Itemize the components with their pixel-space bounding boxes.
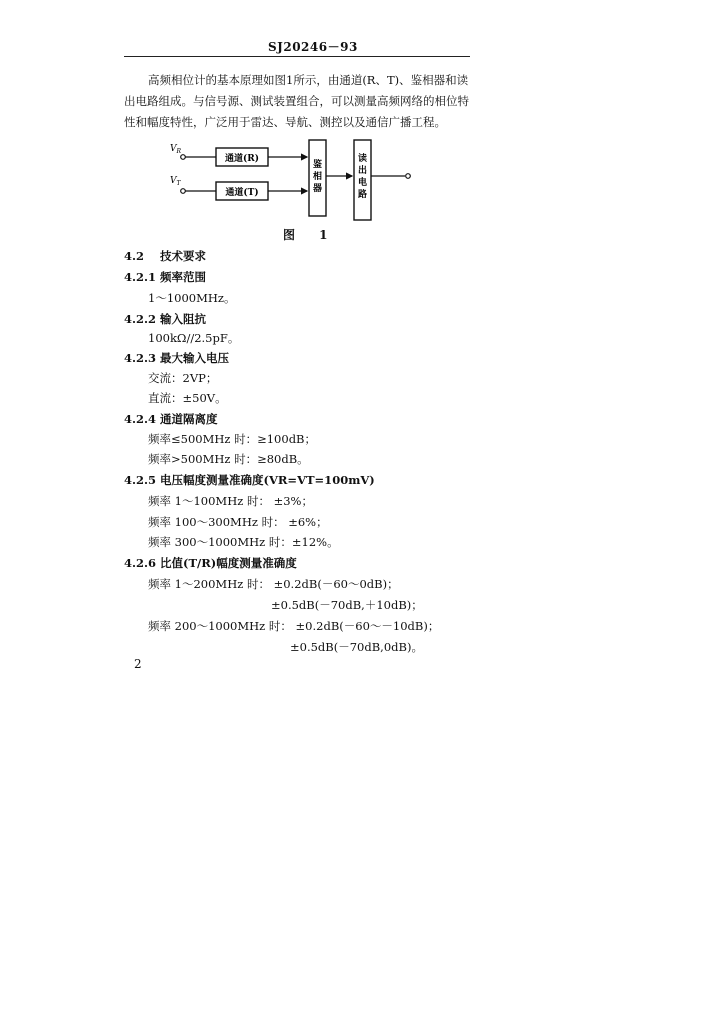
section-heading: 4.2.6 比值(T/R)幅度测量准确度 — [124, 556, 297, 570]
section-text: 频率 200～1000MHz 时： ±0.2dB(－60～－10dB)； — [148, 619, 440, 633]
section-heading: 4.2.3 最大输入电压 — [124, 351, 230, 365]
svg-text:鉴: 鉴 — [312, 160, 323, 170]
svg-text:出: 出 — [357, 166, 368, 176]
section-text: 100kΩ//2.5pF。 — [148, 331, 240, 345]
svg-text:器: 器 — [312, 184, 323, 194]
svg-text:相: 相 — [312, 172, 323, 182]
vr-label: $V_R$ — [170, 144, 182, 155]
section-text: ±0.5dB(－70dB,＋10dB)； — [271, 598, 423, 612]
svg-text:电: 电 — [357, 178, 368, 188]
output-terminal — [406, 174, 411, 179]
section-text: ±0.5dB(－70dB,0dB)。 — [290, 640, 423, 654]
section-heading: 4.2.4 通道隔离度 — [124, 412, 218, 426]
block-diagram — [160, 136, 430, 224]
section-text: 频率≤500MHz 时：≥100dB； — [148, 432, 317, 446]
section-heading: 4.2.5 电压幅度测量准确度(VR=VT=100mV) — [124, 473, 375, 487]
section-text: 直流：±50V。 — [148, 391, 227, 405]
section-text: 交流：2VP； — [148, 371, 218, 385]
section-text: 频率>500MHz 时：≥80dB。 — [148, 452, 309, 466]
vt-label: $V_T$ — [170, 176, 181, 187]
page-number: 2 — [134, 657, 142, 671]
svg-text:读: 读 — [357, 154, 368, 164]
channel-t-label: 通道(T) — [225, 188, 259, 198]
header-rule — [124, 56, 470, 57]
channel-r-label: 通道(R) — [225, 154, 259, 164]
vr-terminal — [181, 155, 186, 160]
section-text: 频率 100～300MHz 时： ±6%； — [148, 515, 328, 529]
section-heading: 4.2.2 输入阻抗 — [124, 312, 207, 326]
svg-text:路: 路 — [357, 190, 368, 200]
section-heading: 4.2 技术要求 — [124, 249, 207, 263]
vt-terminal — [181, 189, 186, 194]
document-header: SJ20246－93 — [268, 40, 358, 54]
section-heading: 4.2.1 频率范围 — [124, 270, 207, 284]
intro-paragraph: 高频相位计的基本原理如图1所示，由通道(R、T)、鉴相器和读出电路组成。与信号源、测试装置组合，可以测量高频网络的相位特性和幅度特性，广泛用于雷达、导航、测控以及通信广播工程。 — [124, 73, 469, 129]
section-text: 1～1000MHz。 — [148, 291, 236, 305]
section-text: 频率 1～200MHz 时： ±0.2dB(－60～0dB)； — [148, 577, 399, 591]
section-text: 频率 300～1000MHz 时：±12%。 — [148, 535, 339, 549]
figure-caption: 图 1 — [283, 228, 338, 242]
section-text: 频率 1～100MHz 时： ±3%； — [148, 494, 313, 508]
